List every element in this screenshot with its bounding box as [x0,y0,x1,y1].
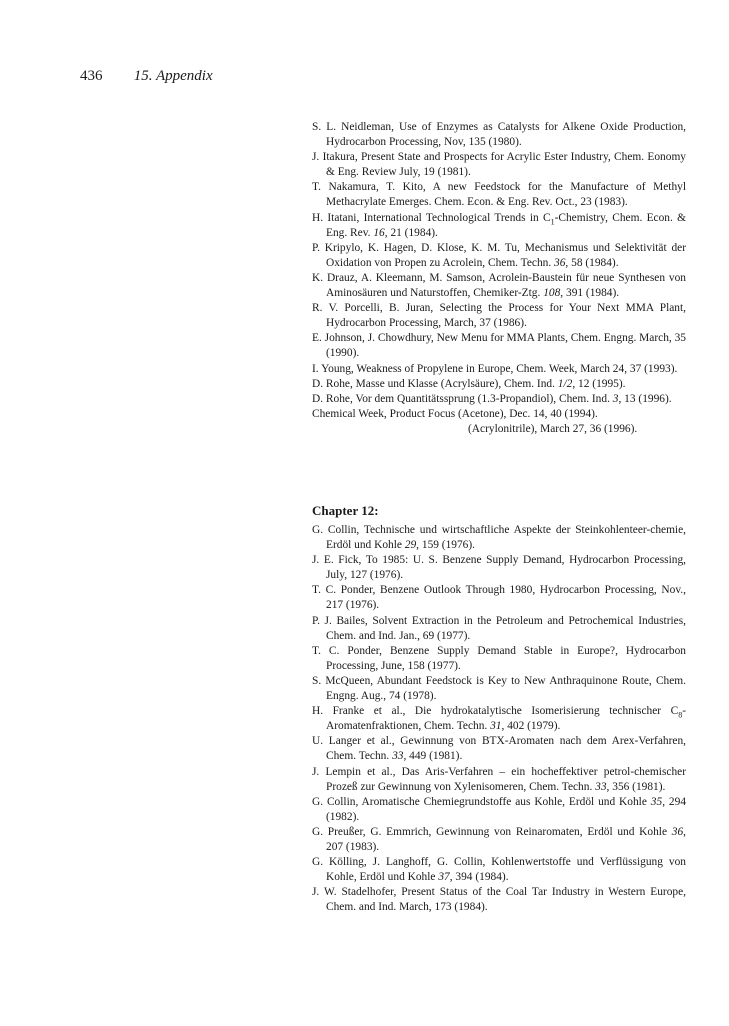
reference-pre: G. Collin, Aromatische Chemiegrundstoffe aus Kohle, Erdöl und Kohle [312,795,651,808]
reference-entry [312,674,686,704]
reference-end: , 394 (1984). [449,871,509,884]
reference-text: T. Nakamura, T. Kito, A new Feedstock for the Manufacture of Methyl Methacrylate Emerges. Chem. Econ. & Eng. Rev. Oct., 23 (1983). [312,181,686,209]
reference-end: , 21 (1984). [384,226,438,239]
reference-vol: 37 [438,871,450,884]
reference-pre: H. Franke et al., Die hydrokatalytische Isomerisierung technischer C [312,705,679,718]
reference-entry [312,120,686,150]
reference-vol: 3 [612,392,619,405]
running-title: 15. Appendix [133,68,213,84]
reference-entry [312,825,686,855]
reference-text: (Acrylonitrile), March 27, 36 (1996). [468,422,638,435]
reference-end: , 391 (1984). [560,287,620,300]
reference-end: , 402 (1979). [501,720,561,733]
reference-entry [312,180,686,210]
reference-text: Chemical Week, Product Focus (Acetone), Dec. 14, 40 (1994). [312,407,598,420]
reference-post: -Chemistry, Chem. Econ. & Eng. Rev. [326,211,686,239]
reference-vol: 33 [595,780,607,793]
reference-entry [312,583,686,613]
reference-entry [312,885,686,915]
reference-pre: D. Rohe, Vor dem Quantitätssprung (1.3-Propandiol), Chem. Ind. [312,392,613,405]
reference-list-chapter-12 [312,523,686,915]
reference-text: J. Itakura, Present State and Prospects for Acrylic Ester Industry, Chem. Eonomy & Eng. Review July, 19 (1981). [312,151,686,179]
reference-end: , 449 (1981). [403,750,463,763]
reference-text: J. W. Stadelhofer, Present Status of the Coal Tar Industry in Western Europe, Chem. and Ind. March, 173 (1984). [312,886,686,914]
reference-vol: 33 [392,750,404,763]
reference-pre: U. Langer et al., Gewinnung von BTX-Aromaten nach dem Arex-Verfahren, Chem. Techn. [312,735,686,763]
reference-pre: D. Rohe, Masse und Klasse (Acrylsäure), Chem. Ind. [312,377,558,390]
reference-vol: 16 [373,226,385,239]
reference-pre: G. Collin, Technische und wirtschaftliche Aspekte der Steinkohlenteer-chemie, Erdöl und Kohle [312,524,686,552]
reference-pre: G. Preußer, G. Emmrich, Gewinnung von Reinaromaten, Erdöl und Kohle [312,825,672,838]
reference-end: , 13 (1996). [618,392,672,405]
reference-entry [312,765,686,795]
reference-entry [312,392,686,407]
reference-vol: 36 [554,256,566,269]
reference-entry [312,407,686,422]
reference-entry [312,211,686,241]
reference-pre: G. Kölling, J. Langhoff, G. Collin, Kohlenwertstoffe und Verflüssigung von Kohle, Erdöl und Kohle [312,856,686,884]
reference-text: T. C. Ponder, Benzene Outlook Through 1980, Hydrocarbon Processing, Nov., 217 (1976). [312,584,686,612]
reference-text: R. V. Porcelli, B. Juran, Selecting the Process for Your Next MMA Plant, Hydrocarbon Processing, March, 37 (1986). [312,302,686,330]
page-number: 436 [80,68,103,84]
reference-vol: 29 [404,539,417,552]
reference-entry [312,553,686,583]
reference-entry [312,523,686,553]
reference-post: -Aromatenfraktionen, Chem. Techn. [326,705,686,733]
reference-vol: 108 [543,287,561,300]
reference-text: P. J. Bailes, Solvent Extraction in the Petroleum and Petrochemical Industries, Chem. and Ind. Jan., 69 (1977). [312,614,686,642]
reference-entry [312,614,686,644]
reference-pre: K. Drauz, A. Kleemann, M. Samson, Acrolein-Baustein für neue Synthesen von Aminosäuren und Naturstoffen, Chemiker-Ztg. [312,271,686,300]
reference-entry [312,377,686,392]
reference-entry [312,704,686,734]
reference-text: T. C. Ponder, Benzene Supply Demand Stable in Europe?, Hydrocarbon Processing, June, 158 (1977). [312,644,686,672]
reference-end: , 58 (1984). [565,256,619,269]
reference-end: , 159 (1976). [416,539,476,552]
reference-vol: 35 [650,795,663,808]
reference-text: S. L. Neidleman, Use of Enzymes as Catalysts for Alkene Oxide Production, Hydrocarbon Processing, Nov, 135 (1980). [312,121,686,149]
reference-entry [312,150,686,180]
reference-text: I. Young, Weakness of Propylene in Europe, Chem. Week, March 24, 37 (1993). [312,362,678,375]
reference-entry [312,271,686,301]
reference-entry [312,301,686,331]
reference-vol: 1/2 [557,377,573,390]
reference-list-chapter-11 [312,120,686,437]
chapter-12-heading: Chapter 12: [312,503,379,518]
reference-vol: 31 [490,720,502,733]
reference-entry [312,331,686,361]
reference-pre: J. Lempin et al., Das Aris-Verfahren – ein hocheffektiver petrol-chemischer Prozeß zur Gewinnung von Xylenisomeren, Chem. Techn. [312,765,686,793]
reference-end: , 12 (1995). [572,377,626,390]
reference-entry [312,422,686,437]
reference-text: S. McQueen, Abundant Feedstock is Key to New Anthraquinone Route, Chem. Engng. Aug., 74 (1978). [312,674,686,703]
reference-entry [312,644,686,674]
reference-end: , 207 (1983). [326,825,686,853]
reference-sub: 1 [550,216,555,226]
reference-pre: H. Itatani, International Technological Trends in C [312,211,551,224]
reference-entry [312,734,686,764]
reference-vol: 36 [671,825,684,838]
reference-text: J. E. Fick, To 1985: U. S. Benzene Supply Demand, Hydrocarbon Processing, July, 127 (1976). [312,554,686,582]
reference-end: , 356 (1981). [606,780,666,793]
reference-entry [312,362,686,377]
reference-entry [312,795,686,825]
page-header [80,68,213,85]
reference-entry [312,855,686,885]
reference-pre: P. Kripylo, K. Hagen, D. Klose, K. M. Tu, Mechanismus und Selektivität der Oxidation von Propen zu Acrolein, Chem. Techn. [312,241,686,269]
reference-end: , 294 (1982). [326,795,687,823]
reference-text: E. Johnson, J. Chowdhury, New Menu for MMA Plants, Chem. Engng. March, 35 (1990). [312,332,686,360]
reference-entry [312,241,686,271]
reference-sub: 8 [678,710,683,720]
